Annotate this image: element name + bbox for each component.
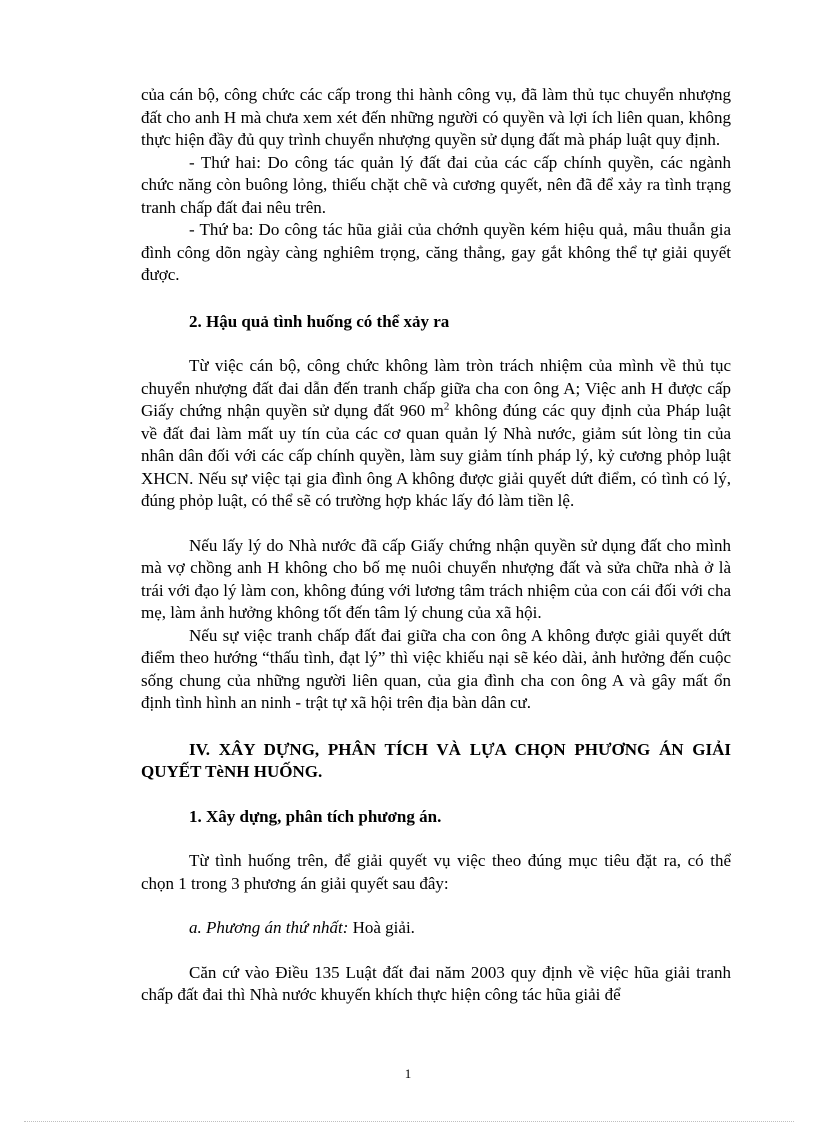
- paragraph-consequence-1: [141, 355, 731, 513]
- paragraph-consequence-1-part-a: Từ việc cán bộ, công chức không làm tròn trách nhiệm của mình về thủ tục chuyển nhượng đất đai dẫn đến tranh chấp giữa cha con ông A; Việc anh H được cấp Giấy chứng nhận quyền sử dụng đất 960 m: [141, 356, 731, 420]
- paragraph-consequence-1-part-b: không đúng các quy định của Pháp luật về đất đai làm mất uy tín của các cơ quan quản lý Nhà nước, giảm sút lòng tin của nhân dân đối với các cấp chính quyền, làm suy giảm tính pháp lý, kỷ cương phỏp luật XHCN. Nếu sự việc tại gia đình ông A không được giải quyết dứt điểm, có tình có lý, đúng phỏp luật, có thể sẽ có trường hợp khác lấy đó làm tiền lệ.: [141, 401, 731, 510]
- paragraph-cause-3: - Thứ ba: Do công tác hũa giải của chớnh quyền kém hiệu quả, mâu thuẫn gia đình công dõn ngày càng nghiêm trọng, căng thẳng, gay gắt không thể tự giải quyết được.: [141, 220, 731, 284]
- document-body: [141, 84, 731, 1007]
- paragraph-consequence-3: Nếu sự việc tranh chấp đất đai giữa cha con ông A không được giải quyết dứt điểm theo hướng “thấu tình, đạt lý” thì việc khiếu nại sẽ kéo dài, ảnh hưởng đến cuộc sống chung của những người liên quan, của gia đình cha con ông A và gây mất ổn định tình hình an ninh - trật tự xã hội trên địa bàn dân cư.: [141, 625, 731, 712]
- heading-section-iv: IV. XÂY DỰNG, PHÂN TÍCH VÀ LỰA CHỌN PHƯƠNG ÁN GIẢI QUYẾT TèNH HUỐNG.: [141, 739, 731, 781]
- heading-build-options: 1. Xây dựng, phân tích phương án.: [189, 806, 442, 826]
- paragraph-options-intro: Từ tình huống trên, để giải quyết vụ việc theo đúng mục tiêu đặt ra, có thể chọn 1 trong 3 phương án giải quyết sau đây:: [141, 851, 731, 893]
- footer-divider: [24, 1121, 794, 1122]
- paragraph-option-a: [141, 917, 731, 940]
- option-a-text: Hoà giải.: [348, 918, 415, 937]
- option-a-label: a. Phương án thứ nhất:: [189, 918, 349, 937]
- superscript-squared: 2: [443, 400, 450, 413]
- paragraph-cause-1-cont: của cán bộ, công chức các cấp trong thi hành công vụ, đã làm thủ tục chuyển nhượng đất cho anh H mà chưa xem xét đến những người có quyền và lợi ích liên quan, không thực hiện đầy đủ quy trình chuyển nhượng quyền sử dụng đất mà pháp luật quy định.: [141, 85, 731, 149]
- page-number: 1: [404, 1066, 412, 1081]
- paragraph-article-135: Căn cứ vào Điều 135 Luật đất đai năm 2003 quy định về việc hũa giải tranh chấp đất đai thì Nhà nước khuyến khích thực hiện công tác hũa giải để: [141, 962, 731, 1004]
- heading-consequences: 2. Hậu quả tình huống có thể xảy ra: [189, 311, 450, 331]
- paragraph-consequence-2: Nếu lấy lý do Nhà nước đã cấp Giấy chứng nhận quyền sử dụng đất cho mình mà vợ chồng anh H không cho bố mẹ nuôi chuyển nhượng đất và sửa chữa nhà ở là trái với đạo lý làm con, không đúng với lương tâm trách nhiệm của con cái đối với cha mẹ, làm ảnh hưởng không tốt đến tâm lý chung của xã hội.: [141, 535, 731, 622]
- paragraph-cause-2: - Thứ hai: Do công tác quản lý đất đai của các cấp chính quyền, các ngành chức năng còn buông lỏng, thiếu chặt chẽ và cương quyết, nên đã để xảy ra tình trạng tranh chấp đất đai nêu trên.: [141, 152, 731, 217]
